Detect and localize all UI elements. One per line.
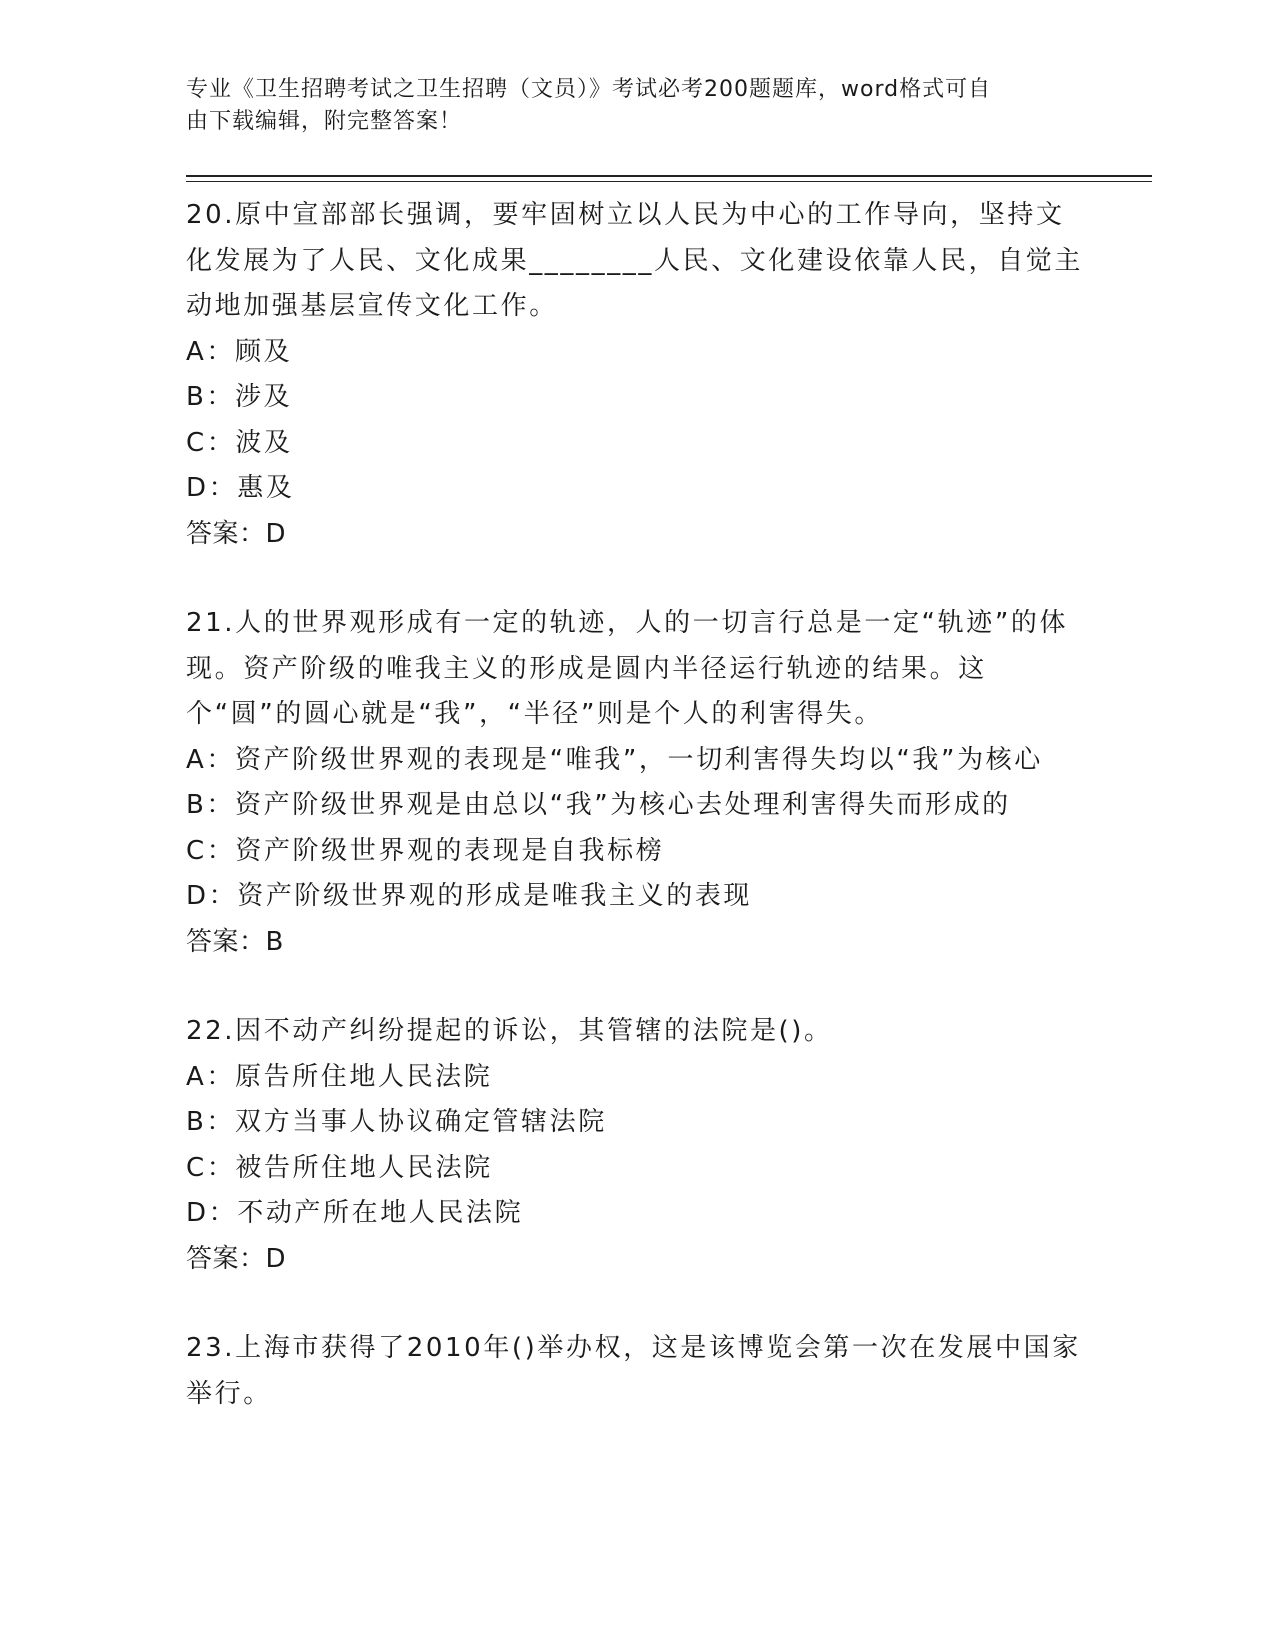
option-d: D：不动产所在地人民法院: [186, 1198, 524, 1228]
question-23: [186, 1326, 1086, 1417]
option-b: B：双方当事人协议确定管辖法院: [186, 1107, 607, 1137]
option-b: B：涉及: [186, 382, 293, 412]
option-a: A：资产阶级世界观的表现是“唯我”，一切利害得失均以“我”为核心: [186, 744, 1043, 775]
header-divider-thick: [186, 175, 1152, 177]
header-line-2: 由下载编辑，附完整答案！: [186, 109, 463, 134]
option-b: B：资产阶级世界观是由总以“我”为核心去处理利害得失而形成的: [186, 790, 1011, 820]
answer-line: 答案：D: [186, 518, 287, 549]
option-c: C：波及: [186, 427, 293, 458]
question-21: [186, 601, 1086, 965]
option-d: D：资产阶级世界观的形成是唯我主义的表现: [186, 881, 753, 911]
page-header: [186, 74, 1086, 138]
question-stem: 23.上海市获得了2010年()举办权，这是该博览会第一次在发展中国家举行。: [186, 1333, 1081, 1409]
question-20: [186, 193, 1086, 557]
answer-line: 答案：D: [186, 1243, 287, 1274]
answer-line: 答案：B: [186, 926, 284, 957]
option-d: D：惠及: [186, 473, 295, 503]
question-list: [186, 193, 1086, 1417]
header-line-1: 专业《卫生招聘考试之卫生招聘（文员）》考试必考200题题库，word格式可自: [186, 77, 992, 102]
option-a: A：原告所住地人民法院: [186, 1061, 493, 1092]
header-divider-thin: [186, 181, 1152, 182]
question-stem: 20.原中宣部部长强调，要牢固树立以人民为中心的工作导向，坚持文化发展为了人民、文化成果________人民、文化建设依靠人民，自觉主动地加强基层宣传文化工作。: [186, 200, 1084, 321]
question-stem: 22.因不动产纠纷提起的诉讼，其管辖的法院是()。: [186, 1016, 833, 1046]
question-22: [186, 1009, 1086, 1282]
question-stem: 21.人的世界观形成有一定的轨迹，人的一切言行总是一定“轨迹”的体现。资产阶级的唯我主义的形成是圆内半径运行轨迹的结果。这个“圆”的圆心就是“我”，“半径”则是个人的利害得失。: [186, 608, 1069, 729]
option-c: C：资产阶级世界观的表现是自我标榜: [186, 835, 665, 866]
option-a: A：顾及: [186, 336, 293, 367]
option-c: C：被告所住地人民法院: [186, 1152, 493, 1183]
